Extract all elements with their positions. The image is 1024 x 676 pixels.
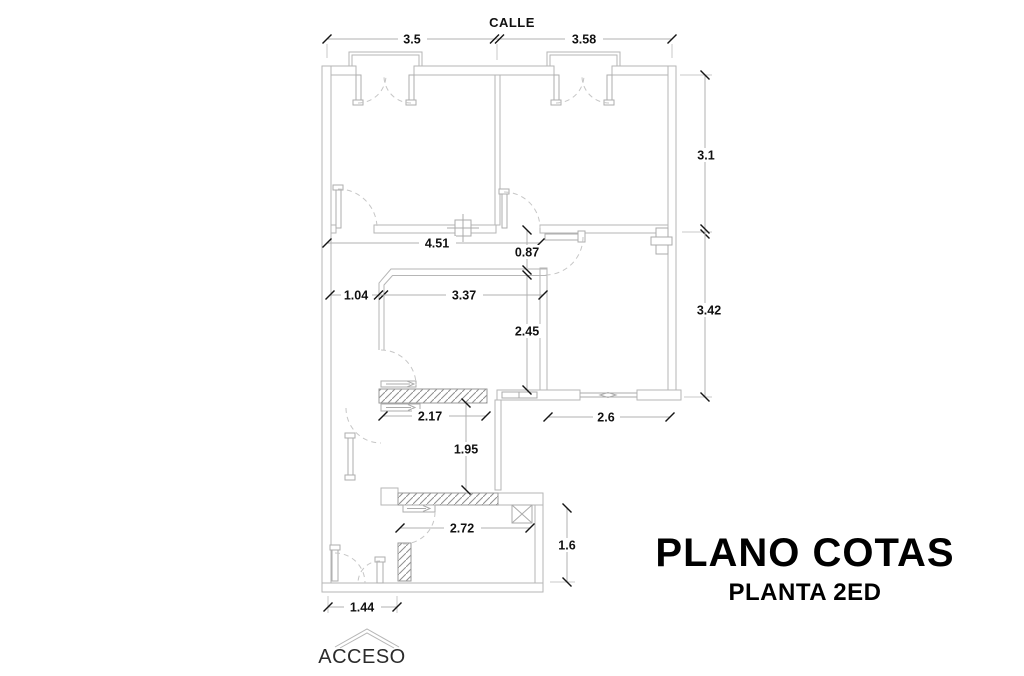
radiator-leaf [345, 433, 355, 480]
doors [330, 75, 614, 583]
access-label: ACCESO [318, 646, 406, 668]
dim-upper-wall-value: 4.51 [424, 236, 450, 251]
street-label: CALLE [489, 15, 535, 30]
sheet-title: PLANO COTAS [655, 531, 955, 575]
dim-entry-hall-height-value: 1.6 [558, 538, 576, 553]
dim-window [544, 410, 675, 425]
dim-entry-hall-width-value: 2.72 [449, 521, 475, 536]
dim-hallway-height-value: 2.45 [514, 324, 540, 339]
wall-pier [381, 488, 398, 505]
interior-walls [331, 75, 681, 583]
dim-inner-corridor-value: 1.95 [453, 442, 479, 457]
room-door-left [333, 185, 377, 228]
window-left [502, 392, 537, 398]
dim-top [323, 32, 677, 60]
dim-entrance [324, 596, 402, 615]
dim-right-lower-value: 3.42 [696, 303, 722, 318]
dimensions [323, 32, 729, 615]
labels [318, 15, 535, 668]
dim-top-right-value: 3.58 [571, 32, 597, 47]
dim-right-upper [680, 71, 720, 239]
room-door-lower-right [545, 231, 585, 275]
dim-door-offset-value: 0.87 [514, 245, 540, 260]
dim-entry-hall-height [550, 504, 580, 587]
access-chevron-icon [335, 629, 399, 647]
entrance-door [330, 545, 385, 583]
room-door-middle [499, 189, 540, 228]
balcony-door-left [353, 75, 416, 105]
window-right [580, 393, 637, 398]
dim-right-upper-value: 3.1 [697, 148, 715, 163]
dim-top-left-value: 3.5 [403, 32, 421, 47]
dim-hall-left-value: 1.04 [343, 288, 369, 303]
bath-door [346, 404, 420, 443]
shaft-symbol [512, 505, 532, 523]
bay-window-right [547, 52, 620, 66]
title-block [655, 531, 954, 606]
fixtures [345, 214, 672, 523]
dim-hallway-width [381, 288, 548, 303]
hall-door [403, 505, 435, 544]
dim-window-value: 2.6 [597, 410, 615, 425]
balcony-door-right [551, 75, 614, 105]
dim-inner-corridor [447, 399, 484, 495]
bay-window-left [349, 52, 422, 66]
dim-partition-value: 2.17 [417, 409, 443, 424]
dim-entrance-value: 1.44 [349, 600, 375, 615]
sheet-subtitle: PLANTA 2ED [728, 579, 882, 606]
dim-right-lower [684, 232, 728, 402]
dim-hallway-width-value: 3.37 [451, 288, 477, 303]
hallway-door [381, 350, 416, 387]
